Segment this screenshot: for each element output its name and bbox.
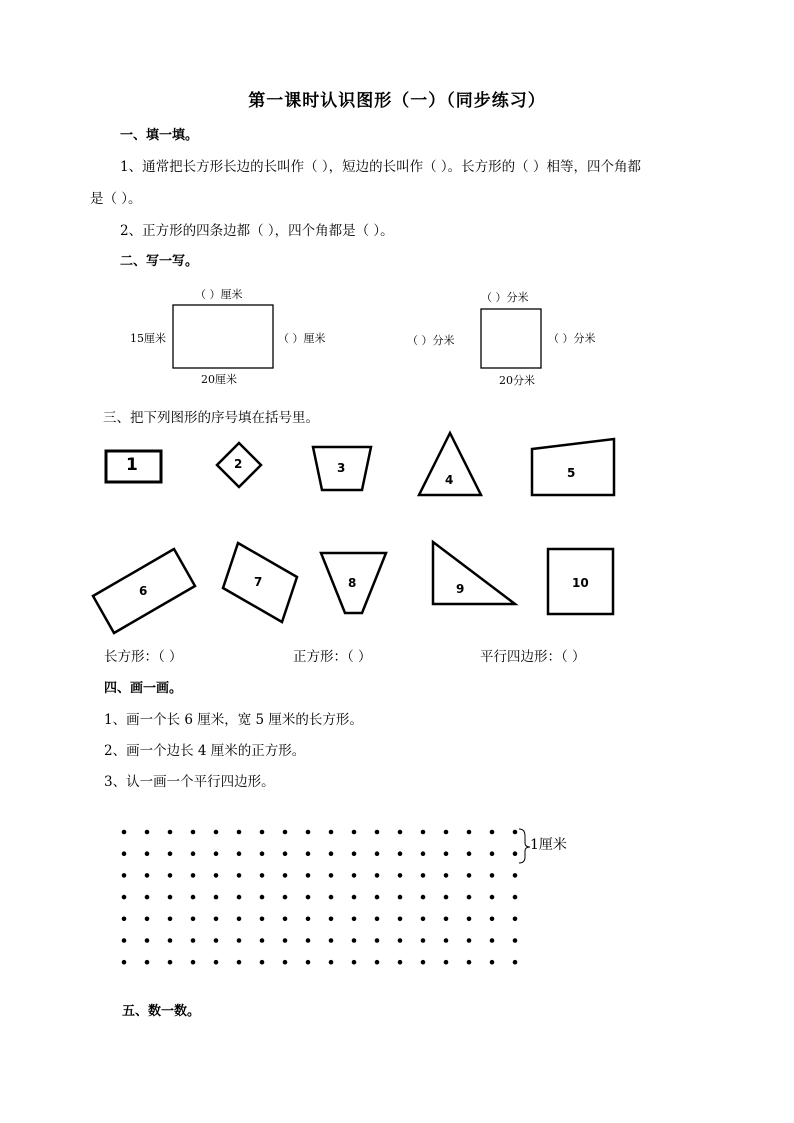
grid-dot bbox=[283, 851, 288, 856]
shape-2-label: 2 bbox=[234, 457, 243, 471]
grid-dot bbox=[283, 830, 288, 835]
grid-dot bbox=[398, 938, 403, 943]
grid-dot bbox=[260, 938, 265, 943]
grid-dot bbox=[513, 851, 518, 856]
grid-dot bbox=[375, 917, 380, 922]
grid-dot bbox=[490, 830, 495, 835]
grid-dot bbox=[490, 960, 495, 965]
shape-7-label: 7 bbox=[254, 575, 263, 589]
unit-bracket bbox=[519, 829, 530, 863]
grid-dot bbox=[122, 873, 127, 878]
grid-dot bbox=[398, 830, 403, 835]
grid-dot bbox=[168, 895, 173, 900]
grid-dot bbox=[168, 938, 173, 943]
grid-dot bbox=[421, 895, 426, 900]
grid-dot bbox=[421, 873, 426, 878]
grid-dot bbox=[237, 938, 242, 943]
grid-dot bbox=[421, 851, 426, 856]
shape-9-label: 9 bbox=[456, 582, 465, 596]
grid-dot bbox=[352, 938, 357, 943]
grid-dot bbox=[375, 895, 380, 900]
grid-dot bbox=[260, 851, 265, 856]
grid-dot bbox=[513, 917, 518, 922]
shape-10-label: 10 bbox=[572, 576, 589, 590]
rect-right-label: （ ）厘米 bbox=[278, 332, 326, 345]
grid-dot bbox=[191, 873, 196, 878]
grid-dot bbox=[122, 830, 127, 835]
grid-dot bbox=[260, 960, 265, 965]
grid-dot bbox=[329, 917, 334, 922]
grid-dot bbox=[444, 917, 449, 922]
grid-dot bbox=[168, 873, 173, 878]
grid-dot bbox=[513, 938, 518, 943]
grid-dot bbox=[214, 830, 219, 835]
square-bottom-label: 20分米 bbox=[499, 374, 535, 387]
grid-dot bbox=[467, 917, 472, 922]
grid-dot bbox=[122, 851, 127, 856]
grid-dot bbox=[145, 917, 150, 922]
grid-dot bbox=[444, 938, 449, 943]
grid-dot bbox=[467, 895, 472, 900]
shape-6-label: 6 bbox=[139, 584, 148, 598]
grid-dot bbox=[329, 830, 334, 835]
grid-dot bbox=[191, 895, 196, 900]
grid-dot bbox=[329, 895, 334, 900]
grid-dot bbox=[145, 830, 150, 835]
grid-dot bbox=[191, 851, 196, 856]
grid-dot bbox=[237, 851, 242, 856]
grid-dot bbox=[191, 830, 196, 835]
grid-dot bbox=[214, 895, 219, 900]
grid-dot bbox=[398, 873, 403, 878]
grid-dot bbox=[214, 873, 219, 878]
grid-dot bbox=[513, 873, 518, 878]
grid-dot bbox=[444, 895, 449, 900]
grid-dot bbox=[467, 873, 472, 878]
grid-dot bbox=[513, 830, 518, 835]
grid-dot bbox=[306, 851, 311, 856]
shape-3-label: 3 bbox=[337, 461, 346, 475]
grid-dot bbox=[237, 895, 242, 900]
grid-dot bbox=[191, 917, 196, 922]
grid-dot bbox=[191, 938, 196, 943]
grid-dot bbox=[237, 960, 242, 965]
grid-dot bbox=[352, 873, 357, 878]
grid-dot bbox=[283, 938, 288, 943]
grid-dot bbox=[329, 960, 334, 965]
grid-dot bbox=[444, 873, 449, 878]
grid-dot bbox=[306, 938, 311, 943]
rect-bottom-label: 20厘米 bbox=[201, 373, 237, 386]
grid-dot bbox=[421, 917, 426, 922]
grid-dot bbox=[145, 873, 150, 878]
grid-dot bbox=[398, 851, 403, 856]
answer-rectangle: 长方形：（ ） bbox=[104, 649, 183, 665]
rectangle-figure bbox=[173, 305, 273, 368]
grid-dot bbox=[352, 917, 357, 922]
grid-dot bbox=[513, 895, 518, 900]
grid-dot bbox=[306, 960, 311, 965]
rect-left-label: 15厘米 bbox=[130, 332, 166, 345]
grid-dot bbox=[490, 938, 495, 943]
grid-dot bbox=[283, 917, 288, 922]
grid-dot bbox=[306, 830, 311, 835]
grid-dot bbox=[513, 960, 518, 965]
grid-dot bbox=[398, 960, 403, 965]
grid-dot bbox=[352, 830, 357, 835]
answer-parallelogram: 平行四边形：（ ） bbox=[480, 649, 586, 665]
grid-dot bbox=[329, 851, 334, 856]
grid-dot bbox=[490, 895, 495, 900]
grid-dot bbox=[444, 830, 449, 835]
grid-dot bbox=[306, 873, 311, 878]
shape-8-label: 8 bbox=[348, 576, 357, 590]
grid-dot bbox=[398, 895, 403, 900]
grid-dot bbox=[329, 873, 334, 878]
grid-dot bbox=[237, 873, 242, 878]
grid-dot bbox=[214, 938, 219, 943]
grid-dot bbox=[122, 895, 127, 900]
question-4-1: 1、画一个长 6 厘米，宽 5 厘米的长方形。 bbox=[104, 712, 363, 728]
grid-dot bbox=[444, 851, 449, 856]
question-1-1-line-1: 1、通常把长方形长边的长叫作（ ），短边的长叫作（ ）。长方形的（ ）相等，四个角都 bbox=[120, 159, 641, 175]
square-left-label: （ ）分米 bbox=[407, 334, 455, 347]
section-1-heading: 一、填一填。 bbox=[120, 128, 199, 143]
grid-dot bbox=[168, 851, 173, 856]
grid-dot bbox=[306, 895, 311, 900]
grid-dot bbox=[168, 917, 173, 922]
shape-9 bbox=[433, 542, 515, 604]
grid-dot bbox=[467, 851, 472, 856]
grid-dot bbox=[421, 938, 426, 943]
question-4-2: 2、画一个边长 4 厘米的正方形。 bbox=[104, 743, 306, 759]
grid-dot bbox=[260, 873, 265, 878]
grid-dot bbox=[490, 917, 495, 922]
grid-dot bbox=[375, 873, 380, 878]
section-4-heading: 四、画一画。 bbox=[104, 681, 183, 696]
grid-dot bbox=[168, 960, 173, 965]
grid-dot bbox=[145, 895, 150, 900]
grid-dot bbox=[375, 960, 380, 965]
grid-dot bbox=[375, 938, 380, 943]
grid-dot bbox=[214, 851, 219, 856]
answer-square: 正方形：（ ） bbox=[293, 649, 372, 665]
grid-dot bbox=[145, 938, 150, 943]
grid-dot bbox=[283, 960, 288, 965]
grid-dot bbox=[352, 960, 357, 965]
section-3-heading: 三、把下列图形的序号填在括号里。 bbox=[103, 410, 319, 426]
shape-1-label: 1 bbox=[126, 455, 138, 475]
grid-dot bbox=[214, 917, 219, 922]
grid-dot bbox=[352, 895, 357, 900]
grid-dot bbox=[145, 960, 150, 965]
grid-dot bbox=[444, 960, 449, 965]
question-4-3: 3、认一画一个平行四边形。 bbox=[104, 774, 275, 790]
grid-dot bbox=[329, 938, 334, 943]
grid-dot bbox=[375, 830, 380, 835]
grid-dot bbox=[145, 851, 150, 856]
grid-dot bbox=[490, 851, 495, 856]
grid-dot bbox=[214, 960, 219, 965]
grid-dot bbox=[375, 851, 380, 856]
unit-label: 1厘米 bbox=[530, 837, 567, 853]
page-title: 第一课时认识图形（一）（同步练习） bbox=[248, 91, 546, 111]
grid-dot bbox=[283, 895, 288, 900]
question-1-2: 2、正方形的四条边都（ ），四个角都是（ ）。 bbox=[120, 223, 394, 239]
grid-dot bbox=[260, 830, 265, 835]
grid-dot bbox=[260, 895, 265, 900]
shape-4-label: 4 bbox=[445, 473, 454, 487]
grid-dot bbox=[122, 938, 127, 943]
section-2-heading: 二、写一写。 bbox=[120, 254, 199, 269]
grid-dot bbox=[237, 917, 242, 922]
grid-dot bbox=[122, 917, 127, 922]
grid-dot bbox=[260, 917, 265, 922]
grid-dot bbox=[421, 830, 426, 835]
grid-dot bbox=[283, 873, 288, 878]
grid-dot bbox=[191, 960, 196, 965]
grid-dot bbox=[237, 830, 242, 835]
section-5-heading: 五、数一数。 bbox=[122, 1004, 201, 1019]
grid-dot bbox=[168, 830, 173, 835]
square-top-label: （ ）分米 bbox=[481, 291, 529, 304]
grid-dot bbox=[467, 960, 472, 965]
dot-grid bbox=[122, 830, 518, 965]
grid-dot bbox=[398, 917, 403, 922]
shape-5-label: 5 bbox=[567, 466, 576, 480]
rect-top-label: （ ）厘米 bbox=[195, 288, 243, 301]
grid-dot bbox=[421, 960, 426, 965]
grid-dot bbox=[467, 938, 472, 943]
question-1-1-line-2: 是（ ）。 bbox=[90, 191, 142, 207]
grid-dot bbox=[467, 830, 472, 835]
square-right-label: （ ）分米 bbox=[548, 332, 596, 345]
square-figure bbox=[481, 309, 541, 368]
grid-dot bbox=[122, 960, 127, 965]
grid-dot bbox=[306, 917, 311, 922]
grid-dot bbox=[490, 873, 495, 878]
grid-dot bbox=[352, 851, 357, 856]
